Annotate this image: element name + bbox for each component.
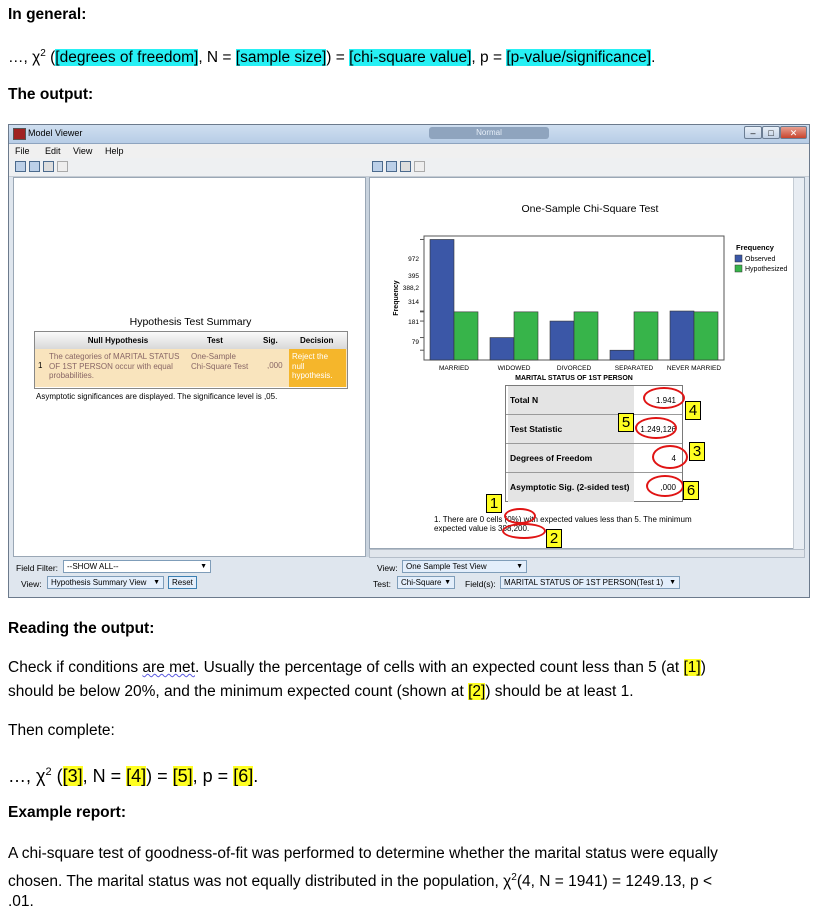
legend-title: Frequency (736, 243, 774, 252)
chevron-down-icon: ▼ (516, 563, 523, 570)
y-axis-label: Frequency (393, 280, 400, 316)
chevron-down-icon: ▼ (669, 579, 676, 586)
stat-row-degrees-freedom: Degrees of Freedom 4 (506, 444, 682, 473)
toolbar (9, 158, 809, 177)
print-icon-right[interactable] (400, 161, 411, 172)
callout-label-4: 4 (685, 401, 701, 420)
menu-view[interactable]: View (73, 146, 93, 156)
copy-icon[interactable] (15, 161, 26, 172)
export-icon-right[interactable] (414, 161, 425, 172)
callout-ellipse-total-n (643, 387, 685, 409)
col-null-hypothesis[interactable]: Null Hypothesis (87, 336, 149, 345)
legend-swatch-observed (735, 255, 742, 262)
left-footnote: Asymptotic significances are displayed. The significance level is ,05. (36, 392, 278, 401)
horizontal-scrollbar[interactable] (369, 549, 805, 558)
col-sig[interactable]: Sig. (263, 336, 278, 345)
right-view-label: View: (377, 563, 398, 573)
row-number: 1 (38, 361, 43, 370)
paste-icon[interactable] (29, 161, 40, 172)
formula-line: …, $\chi^2$ ([3], N = [4]) = [5], p = [6]. (8, 766, 259, 786)
stat-row-total-n: Total N 1.941 (506, 386, 682, 415)
y-tick-label: 972 (408, 256, 419, 263)
right-footnote-line1: 1. There are 0 cells (0%) with expected values less than 5. The minimum (434, 515, 692, 524)
x-tick-label: WIDOWED (497, 365, 531, 372)
right-pane (369, 177, 805, 549)
general-format-line: …, $\chi^2$ ([degrees of freedom], N = [sample size]) = [chi-square value], p = [p-value/significance]. (8, 48, 656, 67)
x-tick-label: NEVER MARRIED (666, 365, 722, 372)
example-line3: .01. (8, 893, 34, 910)
bar-hypothesized-married (454, 312, 478, 360)
close-button[interactable]: ✕ (780, 126, 807, 139)
x-tick-label: MARRIED (439, 365, 469, 372)
app-icon (13, 128, 26, 140)
callout-label-6: 6 (683, 481, 699, 500)
row-decision: Reject the null hypothesis. (292, 352, 333, 380)
window-title: Model Viewer (28, 128, 83, 138)
bar-hypothesized-widowed (514, 312, 538, 360)
stat-row-asymptotic-sig: Asymptotic Sig. (2-sided test) ,000 (506, 473, 682, 502)
chevron-down-icon: ▼ (200, 563, 207, 570)
fields-label: Field(s): (465, 579, 496, 589)
bar-hypothesized-divorced (574, 312, 598, 360)
bar-hypothesized-never-married (694, 312, 718, 360)
reading-paragraph-line1: Check if conditions are met. Usually the percentage of cells with an expected count less than 5 (at [1]) (8, 659, 706, 676)
df-placeholder: [degrees of freedom] (55, 49, 199, 67)
y-tick-label: 314 (408, 299, 419, 306)
vertical-scrollbar[interactable] (793, 178, 804, 550)
heading-reading-output: Reading the output: (8, 620, 155, 637)
bar-observed-never-married (670, 311, 694, 360)
row-test: One-Sample Chi-Square Test (191, 352, 249, 371)
y-tick-label: 181 (408, 319, 419, 326)
legend-label-observed: Observed (745, 256, 776, 263)
menu-edit[interactable]: Edit (45, 146, 61, 156)
title-bar (9, 125, 809, 144)
export-icon[interactable] (57, 161, 68, 172)
chart-title: One-Sample Chi-Square Test (521, 203, 659, 215)
x-tick-label: SEPARATED (614, 365, 654, 372)
n-placeholder: [sample size] (235, 49, 327, 67)
heading-output: The output: (8, 86, 94, 103)
right-footnote-line2: expected value is 388,200. (434, 524, 530, 533)
callout-label-5: 5 (618, 413, 634, 432)
example-line1: A chi-square test of goodness-of-fit was performed to determine whether the marital status were equally (8, 845, 718, 862)
x-axis-label: MARITAL STATUS OF 1ST PERSON (515, 375, 633, 382)
col-test[interactable]: Test (207, 336, 223, 345)
chevron-down-icon: ▼ (444, 579, 451, 586)
callout-ellipse-min-expected (502, 523, 546, 539)
field-filter-label: Field Filter: (16, 563, 59, 573)
window-center-label: Normal (429, 127, 549, 139)
y-tick-label: 388,2 (402, 285, 419, 292)
callout-label-2: 2 (546, 529, 562, 548)
bar-hypothesized-separated (634, 312, 658, 360)
heading-in-general: In general: (8, 6, 87, 23)
left-view-label: View: (21, 579, 42, 589)
hypothesis-table (34, 331, 348, 389)
then-complete: Then complete: (8, 722, 115, 739)
legend-swatch-hypothesized (735, 265, 742, 272)
bar-observed-divorced (550, 321, 574, 360)
test-select[interactable]: Chi-Square ▼ (397, 576, 455, 589)
paste-icon-right[interactable] (386, 161, 397, 172)
minimize-button[interactable]: – (744, 126, 762, 139)
y-tick-label: 395 (408, 273, 419, 280)
menu-bar (9, 144, 809, 158)
p-placeholder: [p-value/significance] (506, 49, 652, 67)
reset-button[interactable]: Reset (168, 576, 197, 589)
bar-observed-separated (610, 350, 634, 360)
field-filter-select[interactable]: --SHOW ALL-- ▼ (63, 560, 211, 573)
fields-select[interactable]: MARITAL STATUS OF 1ST PERSON(Test 1) ▼ (500, 576, 680, 589)
stat-row-test-statistic: Test Statistic 1.249,126 (506, 415, 682, 444)
chi-placeholder: [chi-square value] (349, 49, 472, 67)
callout-ellipse-test-statistic (635, 417, 677, 439)
col-decision[interactable]: Decision (300, 336, 334, 345)
reading-paragraph-line2: should be below 20%, and the minimum expected count (shown at [2]) should be at least 1. (8, 683, 634, 700)
model-viewer-window (8, 124, 810, 598)
maximize-button[interactable]: □ (762, 126, 780, 139)
print-icon[interactable] (43, 161, 54, 172)
row-sig: ,000 (267, 361, 283, 370)
callout-ellipse-percent (504, 508, 536, 524)
heading-example-report: Example report: (8, 804, 127, 821)
copy-icon-right[interactable] (372, 161, 383, 172)
callout-ellipse-df (652, 445, 688, 469)
row-hypothesis: The categories of MARITAL STATUS OF 1ST PERSON occur with equal probabilities. (49, 352, 180, 380)
menu-file[interactable]: File (15, 146, 30, 156)
y-tick-label: 79 (411, 339, 419, 346)
callout-label-1: 1 (486, 494, 502, 513)
test-label: Test: (373, 579, 391, 589)
chevron-down-icon: ▼ (153, 579, 160, 586)
bar-observed-married (430, 239, 454, 360)
hypothesis-table-title: Hypothesis Test Summary (129, 316, 252, 328)
left-pane (13, 177, 366, 557)
right-view-select[interactable]: One Sample Test View ▼ (402, 560, 527, 573)
left-view-select[interactable]: Hypothesis Summary View ▼ (47, 576, 164, 589)
example-line2: chosen. The marital status was not equally distributed in the population, $\chi^2(4$, N = 1941) = 1249.13, p < (8, 872, 713, 891)
menu-help[interactable]: Help (105, 146, 124, 156)
bar-observed-widowed (490, 338, 514, 360)
legend-label-hypothesized: Hypothesized (745, 266, 788, 273)
callout-ellipse-sig (646, 475, 684, 497)
x-tick-label: DIVORCED (556, 365, 592, 372)
callout-label-3: 3 (689, 442, 705, 461)
